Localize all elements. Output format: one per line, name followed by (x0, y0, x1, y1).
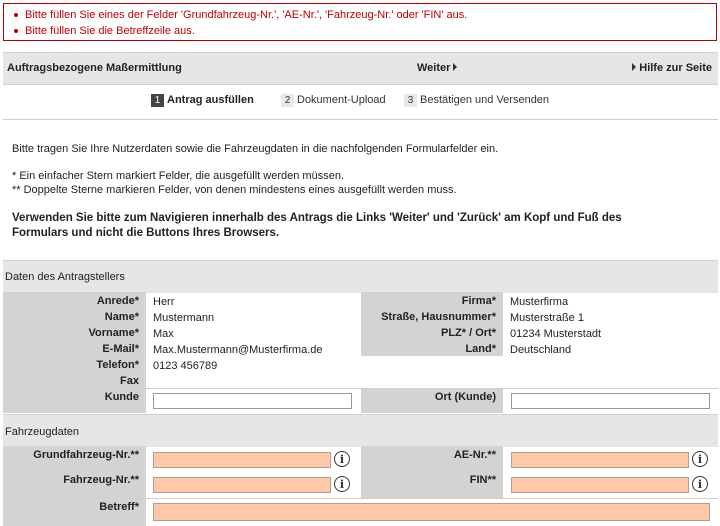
label-strasse: Straße, Hausnummer* (381, 311, 496, 323)
bullet-icon (14, 29, 18, 33)
bullet-icon (14, 13, 18, 17)
header-bar (3, 52, 718, 85)
label-email: E-Mail* (102, 343, 139, 355)
section-title: Daten des Antragstellers (5, 271, 125, 283)
label-ae-nr: AE-Nr.** (453, 449, 496, 461)
label-firma: Firma* (461, 295, 496, 307)
step-indicator (0, 94, 720, 112)
note-double-star: ** Doppelte Sterne markieren Felder, von denen mindestens eines ausgefüllt werden muss. (12, 184, 457, 196)
error-box (3, 3, 717, 41)
value-email: Max.Mustermann@Musterfirma.de (153, 344, 323, 356)
ae-nr-input[interactable] (511, 452, 689, 468)
label-fax: Fax (120, 375, 139, 387)
label-betreff: Betreff* (99, 501, 139, 513)
help-label[interactable]: Hilfe zur Seite (639, 62, 712, 74)
step-number: 2 (281, 94, 294, 107)
step-number: 1 (151, 94, 164, 107)
label-fahrzeug-nr: Fahrzeug-Nr.** (63, 474, 139, 486)
fahrzeug-nr-input[interactable] (153, 477, 331, 493)
value-strasse: Musterstraße 1 (510, 312, 584, 324)
value-name: Mustermann (153, 312, 215, 324)
divider (3, 119, 718, 120)
value-vorname: Max (153, 328, 174, 340)
value-telefon: 0123 456789 (153, 360, 218, 372)
note-single-star: * Ein einfacher Stern markiert Felder, die ausgefüllt werden müssen. (12, 170, 344, 182)
step-number: 3 (404, 94, 417, 107)
label-kunde: Kunde (104, 391, 139, 403)
step-label: Antrag ausfüllen (167, 94, 254, 106)
fin-input[interactable] (511, 477, 689, 493)
label-anrede: Anrede* (96, 295, 139, 307)
next-link[interactable] (417, 62, 460, 74)
section-title: Fahrzeugdaten (5, 426, 79, 438)
info-icon[interactable]: i (692, 451, 708, 467)
navigation-notice: Verwenden Sie bitte zum Navigieren innerhalb des Antrags die Links 'Weiter' und 'Zurück' am Kopf und Fuß des Formulars und nicht die Buttons Ihres Browsers. (12, 212, 622, 239)
label-plz-ort: PLZ* / Ort* (440, 327, 496, 339)
ort-kunde-input[interactable] (511, 393, 710, 409)
help-link[interactable] (629, 62, 712, 74)
label-name: Name* (104, 311, 139, 323)
betreff-input[interactable] (153, 503, 710, 521)
intro-text: Bitte tragen Sie Ihre Nutzerdaten sowie die Fahrzeugdaten in die nachfolgenden Formularfelder ein. (12, 143, 499, 155)
error-item: Bitte füllen Sie die Betreffzeile aus. (4, 23, 716, 39)
section-applicant (3, 260, 718, 293)
page-title: Auftragsbezogene Maßermittlung (7, 62, 182, 74)
arrow-right-icon (632, 63, 636, 71)
next-label[interactable]: Weiter (417, 62, 451, 74)
step-1 (151, 94, 254, 107)
label-telefon: Telefon* (96, 359, 139, 371)
label-vorname: Vorname* (88, 327, 139, 339)
label-fin: FIN** (469, 474, 496, 486)
notes (12, 169, 457, 197)
grundfahrzeug-input[interactable] (153, 452, 331, 468)
info-icon[interactable]: i (692, 476, 708, 492)
value-land: Deutschland (510, 344, 572, 356)
section-vehicle (3, 414, 718, 447)
label-grundfahrzeug: Grundfahrzeug-Nr.** (33, 449, 139, 461)
kunde-input[interactable] (153, 393, 352, 409)
value-anrede: Herr (153, 296, 175, 308)
value-firma: Musterfirma (510, 296, 569, 308)
label-ort-kunde: Ort (Kunde) (434, 391, 496, 403)
step-label: Dokument-Upload (297, 94, 386, 106)
step-label: Bestätigen und Versenden (420, 94, 550, 106)
step-3 (404, 94, 549, 107)
info-icon[interactable]: i (334, 476, 350, 492)
step-2 (281, 94, 386, 107)
label-land: Land* (465, 343, 496, 355)
arrow-right-icon (453, 63, 457, 71)
error-item: Bitte füllen Sie eines der Felder 'Grundfahrzeug-Nr.', 'AE-Nr.', 'Fahrzeug-Nr.' oder 'FIN' aus. (4, 7, 716, 23)
info-icon[interactable]: i (334, 451, 350, 467)
value-plz-ort: 01234 Musterstadt (510, 328, 602, 340)
